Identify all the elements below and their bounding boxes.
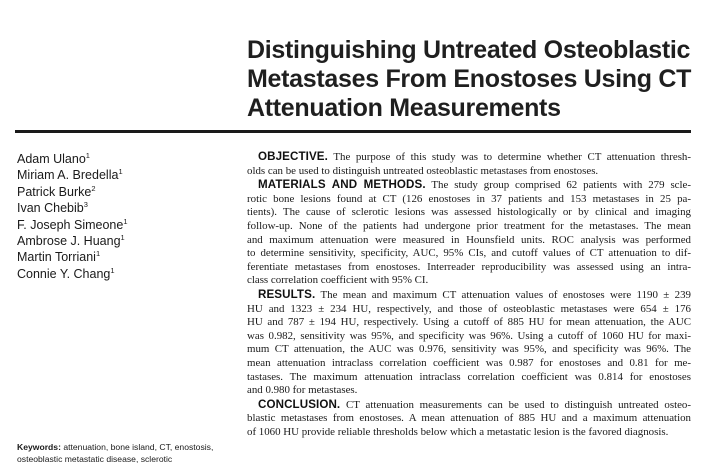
section-heading: CONCLUSION.: [258, 397, 341, 411]
author: Adam Ulano$^1$: [17, 150, 90, 166]
author: Miriam A. Bredella$^1$: [17, 167, 123, 183]
author: Ivan Chebib$^3$: [17, 200, 88, 216]
title-line: Metastases From Enostoses Using CT: [247, 65, 692, 93]
keywords-label: Keywords:: [17, 442, 61, 452]
keywords: [17, 442, 242, 465]
author: F. Joseph Simeone$^1$: [17, 216, 128, 232]
author: Martin Torriani$^1$: [17, 249, 101, 265]
keywords-text: attenuation, bone island, CT, enostosis,: [63, 442, 214, 452]
author: Ambrose J. Huang$^1$: [17, 232, 125, 249]
abstract-objective: OBJECTIVE. The purpose of this study was to determine whether CT attenuation thresh- olds can be used to distinguish untreated osteoblastic metastases from enostoses.: [247, 150, 692, 177]
abstract-conclusion: CONCLUSION. CT attenuation measurements can be used to distinguish untreated osteo- blastic metastases from enostoses. A mean attenuation of 885 HU and a maximum attenuation of 1060 HU provide reliable thresholds below which a metastatic lesion is the favored diagnosis.: [247, 397, 691, 438]
title-line: Distinguishing Untreated Osteoblastic: [247, 36, 691, 64]
section-heading: RESULTS.: [258, 287, 316, 301]
section-heading: OBJECTIVE.: [258, 150, 328, 163]
keywords-text: osteoblastic metastatic disease, sclerotic: [17, 453, 173, 464]
author: Connie Y. Chang$^1$: [17, 265, 115, 281]
article-title: [247, 36, 707, 123]
section-heading: MATERIALS AND METHODS.: [258, 178, 426, 192]
abstract: [247, 150, 691, 439]
author-list: [17, 151, 227, 282]
title-divider: [15, 130, 691, 133]
abstract-methods: MATERIALS AND METHODS. The study group comprised 62 patients with 279 scle- rotic bone lesions found at CT (126 enostoses in 37 patients and 153 metastases in 25 pa- tients). The cause of sclerotic lesions was assessed histologically or by clinical and imaging follow-up. None of the patients had undergone prior treatment for the metastases. The mean and maximum attenuation were measured in Hounsfield units. ROC analysis was performed to determine sensitivity, specificity, AUC, 95% CIs, and cutoff values of CT attenuation to dif- ferentiate metastases from enostoses. Interreader reproducibility was assessed using an intra- class correlation coefficient with 95% CI.: [247, 178, 691, 287]
abstract-results: RESULTS. The mean and maximum CT attenuation values of enostoses were 1190 ± 239 HU and 1323 ± 234 HU, respectively, and those of osteoblastic metastases were 654 ± 176 HU and 787 ± 194 HU, respectively. Using a cutoff of 885 HU for mean attenuation, the AUC was 0.982, sensitivity was 95%, and specificity was 96%. Using a cutoff of 1060 HU for maxi- mum CT attenuation, the AUC was 0.976, sensitivity was 95%, and specificity was 96%. The mean attenuation intraclass correlation coefficient was 0.987 for enostoses and 0.81 for me- tastases. The maximum attenuation intraclass correlation coefficient was 0.814 for enostoses and 0.980 for metastases.: [247, 287, 691, 397]
author: Patrick Burke$^2$: [17, 183, 96, 199]
title-line: Attenuation Measurements: [247, 94, 561, 122]
